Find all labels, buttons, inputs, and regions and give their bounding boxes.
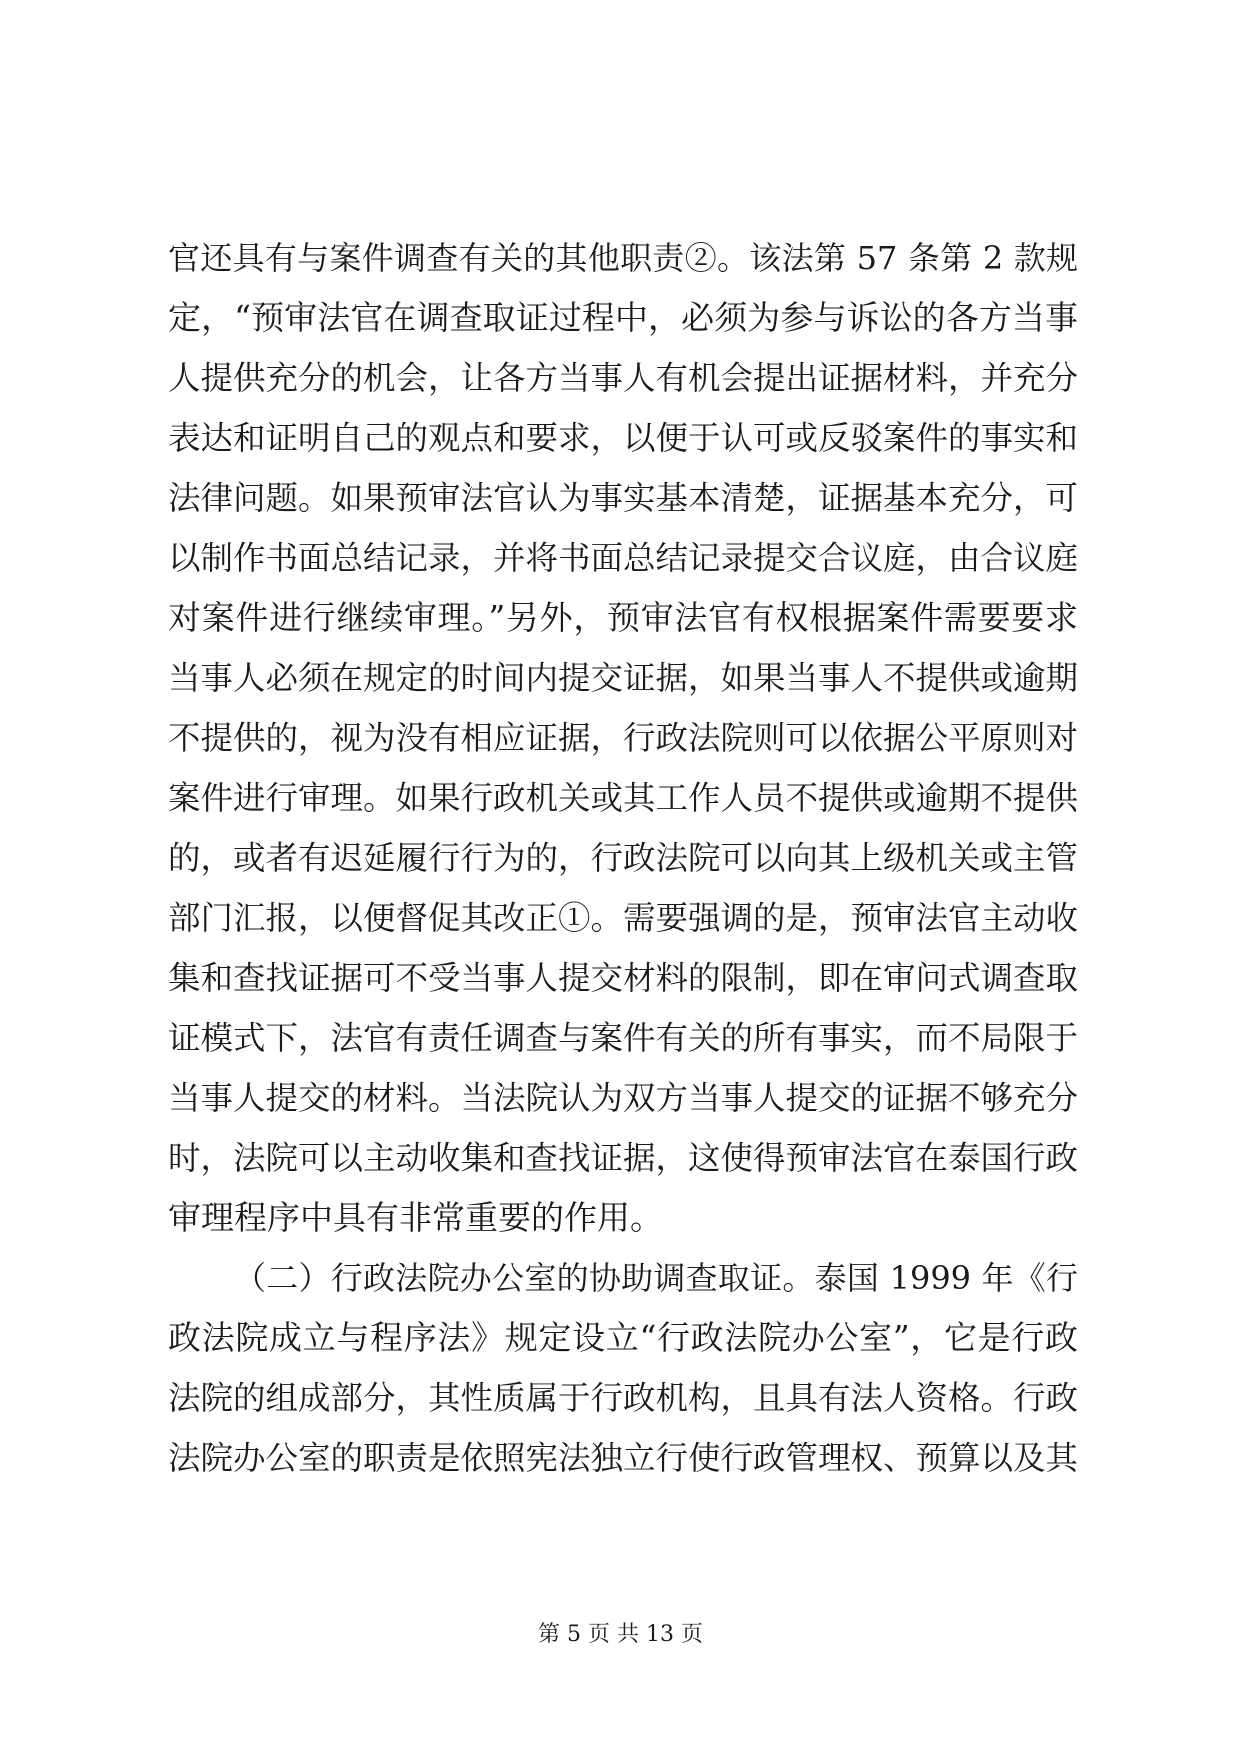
text-line: 定，“预审法官在调查取证过程中，必须为参与诉讼的各方当事 [168, 298, 1078, 337]
text-line: 对案件进行继续审理。”另外，预审法官有权根据案件需要要求 [168, 598, 1078, 637]
text-line: 审理程序中具有非常重要的作用。 [168, 1198, 663, 1237]
text-line: 法院的组成部分，其性质属于行政机构，且具有法人资格。行政 [168, 1379, 1079, 1417]
text-line: 部门汇报，以便督促其改正①。需要强调的是，预审法官主动收 [168, 899, 1079, 937]
text-line: （二）行政法院办公室的协助调查取证。泰国 1999 年《行 [234, 1259, 1078, 1297]
text-line: 的，或者有迟延履行行为的，行政法院可以向其上级机关或主管 [168, 839, 1079, 877]
text-line: 法院办公室的职责是依照宪法独立行使行政管理权、预算以及其 [168, 1439, 1079, 1477]
text-line: 官还具有与案件调查有关的其他职责②。该法第 57 条第 2 款规 [168, 239, 1078, 277]
text-line: 不提供的，视为没有相应证据，行政法院则可以依据公平原则对 [168, 719, 1079, 757]
text-line: 时，法院可以主动收集和查找证据，这使得预审法官在泰国行政 [168, 1139, 1079, 1177]
text-line: 政法院成立与程序法》规定设立“行政法院办公室”，它是行政 [168, 1318, 1078, 1357]
body-text [168, 228, 1078, 1488]
text-line: 证模式下，法官有责任调查与案件有关的所有事实，而不局限于 [168, 1019, 1079, 1057]
page-number-footer: 第 5 页 共 13 页 [538, 1622, 703, 1647]
text-line: 人提供充分的机会，让各方当事人有机会提出证据材料，并充分 [168, 359, 1079, 397]
text-line: 当事人提交的材料。当法院认为双方当事人提交的证据不够充分 [168, 1079, 1079, 1117]
text-line: 表达和证明自己的观点和要求，以便于认可或反驳案件的事实和 [168, 419, 1079, 457]
text-line: 集和查找证据可不受当事人提交材料的限制，即在审问式调查取 [168, 959, 1079, 997]
text-line: 以制作书面总结记录，并将书面总结记录提交合议庭，由合议庭 [168, 539, 1079, 577]
text-line: 法律问题。如果预审法官认为事实基本清楚，证据基本充分，可 [168, 479, 1079, 517]
text-line: 当事人必须在规定的时间内提交证据，如果当事人不提供或逾期 [168, 659, 1079, 697]
text-line: 案件进行审理。如果行政机关或其工作人员不提供或逾期不提供 [168, 779, 1079, 817]
